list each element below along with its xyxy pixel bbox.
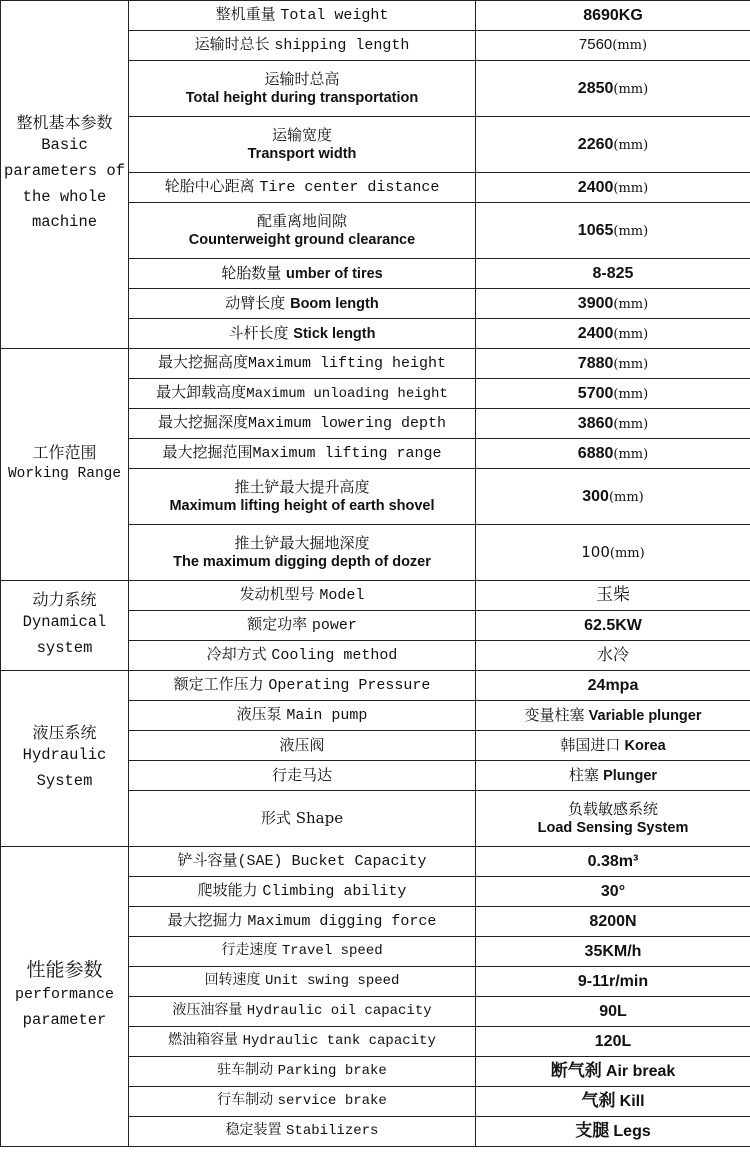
- param-swing-speed: 回转速度 Unit swing speed: [129, 967, 476, 997]
- param-boom-length: 动臂长度 Boom length: [129, 289, 476, 319]
- value-service-brake: 气刹 Kill: [476, 1087, 750, 1117]
- value-climbing-ability: 30°: [476, 877, 750, 907]
- param-max-digging-force: 最大挖掘力 Maximum digging force: [129, 907, 476, 937]
- param-max-lowering-depth: 最大挖掘深度Maximum lowering depth: [129, 409, 476, 439]
- value-hydraulic-valve: 韩国进口 Korea: [476, 731, 750, 761]
- param-counterweight-clearance: 配重离地间隙 Counterweight ground clearance: [129, 203, 476, 259]
- table-row: [1, 1, 750, 31]
- section-title-zh: 工作范围: [32, 442, 97, 462]
- section-title-en: parameter: [22, 1010, 107, 1029]
- value-travel-speed: 35KM/h: [476, 937, 750, 967]
- value-counterweight-clearance: 1065(mm): [476, 203, 750, 259]
- param-tire-center-distance: 轮胎中心距离 Tire center distance: [129, 173, 476, 203]
- section-dynamical-system: [1, 581, 129, 671]
- value-max-lifting-range: 6880(mm): [476, 439, 750, 469]
- value-shape: 负载敏感系统 Load Sensing System: [476, 791, 750, 847]
- table-row: [1, 349, 750, 379]
- section-title-zh: 整机基本参数: [16, 113, 113, 133]
- section-title-en: performance: [14, 986, 115, 1004]
- value-tire-center-distance: 2400(mm): [476, 173, 750, 203]
- value-max-lowering-depth: 3860(mm): [476, 409, 750, 439]
- section-hydraulic-system: [1, 671, 129, 847]
- table-row: [1, 671, 750, 701]
- value-shipping-length: 7560(mm): [476, 31, 750, 61]
- section-title-zh: 性能参数: [26, 959, 103, 982]
- param-hydraulic-valve: 液压阀: [129, 731, 476, 761]
- value-number-of-tires: 8-825: [476, 259, 750, 289]
- value-boom-length: 3900(mm): [476, 289, 750, 319]
- param-service-brake: 行车制动 service brake: [129, 1087, 476, 1117]
- param-bucket-capacity: 铲斗容量(SAE) Bucket Capacity: [129, 847, 476, 877]
- param-total-height: 运输时总高 Total height during transportation: [129, 61, 476, 117]
- param-dozer-digging-depth: 推土铲最大掘地深度 The maximum digging depth of dozer: [129, 525, 476, 581]
- value-total-weight: 8690KG: [476, 1, 750, 31]
- value-max-lifting-height: 7880(mm): [476, 349, 750, 379]
- value-main-pump: 变量柱塞 Variable plunger: [476, 701, 750, 731]
- param-total-weight: 整机重量 Total weight: [129, 1, 476, 31]
- table-row: [1, 581, 750, 611]
- section-title-zh: 动力系统: [32, 589, 97, 609]
- section-title-zh: 液压系统: [32, 722, 97, 742]
- section-title-en: Basic: [41, 136, 88, 155]
- value-stabilizers: 支腿 Legs: [476, 1117, 750, 1147]
- param-travel-speed: 行走速度 Travel speed: [129, 937, 476, 967]
- param-hydraulic-oil-capacity: 液压油容量 Hydraulic oil capacity: [129, 997, 476, 1027]
- section-title-en: system: [36, 638, 93, 657]
- value-cooling-method: 水冷: [476, 641, 750, 671]
- value-operating-pressure: 24mpa: [476, 671, 750, 701]
- value-bucket-capacity: 0.38m³: [476, 847, 750, 877]
- section-title-en: machine: [31, 213, 98, 232]
- value-dozer-lift-height: 300(mm): [476, 469, 750, 525]
- param-engine-model: 发动机型号 Model: [129, 581, 476, 611]
- value-parking-brake: 断气刹 Air break: [476, 1057, 750, 1087]
- param-parking-brake: 驻车制动 Parking brake: [129, 1057, 476, 1087]
- param-travel-motor: 行走马达: [129, 761, 476, 791]
- value-max-unloading-height: 5700(mm): [476, 379, 750, 409]
- param-cooling-method: 冷却方式 Cooling method: [129, 641, 476, 671]
- section-title-en: Dynamical: [22, 612, 107, 631]
- section-title-en: the whole: [22, 187, 107, 206]
- value-swing-speed: 9-11r/min: [476, 967, 750, 997]
- param-fuel-tank-capacity: 燃油箱容量 Hydraulic tank capacity: [129, 1027, 476, 1057]
- section-title-en: Working Range: [7, 465, 122, 482]
- param-transport-width: 运输宽度 Transport width: [129, 117, 476, 173]
- section-title-en: parameters of: [4, 161, 125, 180]
- section-title-en: System: [36, 771, 93, 790]
- value-total-height: 2850(mm): [476, 61, 750, 117]
- param-number-of-tires: 轮胎数量 umber of tires: [129, 259, 476, 289]
- value-travel-motor: 柱塞 Plunger: [476, 761, 750, 791]
- section-title-en: Hydraulic: [22, 745, 107, 764]
- param-dozer-lift-height: 推土铲最大提升高度 Maximum lifting height of earth shovel: [129, 469, 476, 525]
- param-max-lifting-range: 最大挖掘范围Maximum lifting range: [129, 439, 476, 469]
- value-dozer-digging-depth: 100(mm): [476, 525, 750, 581]
- section-basic-parameters: [1, 1, 129, 349]
- value-rated-power: 62.5KW: [476, 611, 750, 641]
- param-operating-pressure: 额定工作压力 Operating Pressure: [129, 671, 476, 701]
- value-max-digging-force: 8200N: [476, 907, 750, 937]
- value-stick-length: 2400(mm): [476, 319, 750, 349]
- param-main-pump: 液压泵 Main pump: [129, 701, 476, 731]
- section-working-range: [1, 349, 129, 581]
- param-stabilizers: 稳定装置 Stabilizers: [129, 1117, 476, 1147]
- param-max-lifting-height: 最大挖掘高度Maximum lifting height: [129, 349, 476, 379]
- value-hydraulic-oil-capacity: 90L: [476, 997, 750, 1027]
- param-rated-power: 额定功率 power: [129, 611, 476, 641]
- param-max-unloading-height: 最大卸载高度Maximum unloading height: [129, 379, 476, 409]
- param-shape: 形式 Shape: [129, 791, 476, 847]
- table-row: [1, 847, 750, 877]
- value-transport-width: 2260(mm): [476, 117, 750, 173]
- param-stick-length: 斗杆长度 Stick length: [129, 319, 476, 349]
- param-shipping-length: 运输时总长 shipping length: [129, 31, 476, 61]
- value-fuel-tank-capacity: 120L: [476, 1027, 750, 1057]
- value-engine-model: 玉柴: [476, 581, 750, 611]
- section-performance-parameter: [1, 847, 129, 1147]
- param-climbing-ability: 爬坡能力 Climbing ability: [129, 877, 476, 907]
